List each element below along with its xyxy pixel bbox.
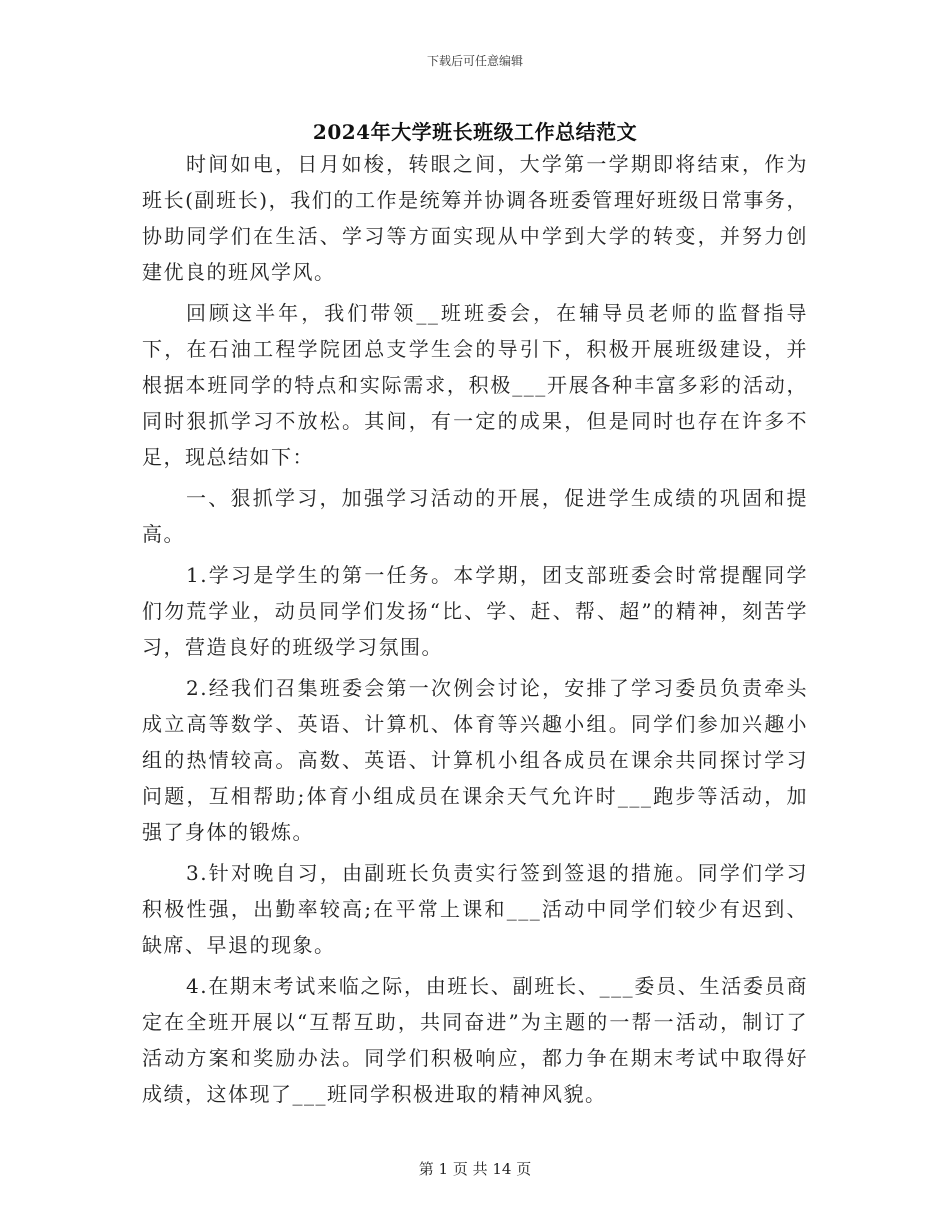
section-heading-study: 一、狠抓学习，加强学习活动的开展，促进学生成绩的巩固和提高。 xyxy=(142,486,808,546)
page-number: 第 1 页 共 14 页 xyxy=(418,1160,532,1178)
paragraph-review: 回顾这半年，我们带领__班班委会，在辅导员老师的监督指导下，在石油工程学院团总支学生会的导引下，积极开展班级建设，并根据本班同学的特点和实际需求，积极___开展各种丰富多彩的活动，同时狠抓学习不放松。其间，有一定的成果，但是同时也存在许多不足，现总结如下： xyxy=(142,301,808,469)
paragraph-item-3: 3.针对晚自习，由副班长负责实行签到签退的措施。同学们学习积极性强，出勤率较高;在平常上课和___活动中同学们较少有迟到、缺席、早退的现象。 xyxy=(142,861,808,957)
document-body xyxy=(142,146,808,1117)
paragraph-item-1: 1.学习是学生的第一任务。本学期，团支部班委会时常提醒同学们勿荒学业，动员同学们发扬“比、学、赶、帮、超”的精神，刻苦学习，营造良好的班级学习氛围。 xyxy=(142,563,808,659)
page-header-note: 下载后可任意编辑 xyxy=(426,54,523,68)
paragraph-item-4: 4.在期末考试来临之际，由班长、副班长、___委员、生活委员商定在全班开展以“互帮互助，共同奋进”为主题的一帮一活动，制订了活动方案和奖励办法。同学们积极响应，都力争在期末考试中取得好成绩，这体现了___班同学积极进取的精神风貌。 xyxy=(142,974,808,1106)
document-title: 2024年大学班长班级工作总结范文 xyxy=(312,120,638,144)
paragraph-item-2: 2.经我们召集班委会第一次例会讨论，安排了学习委员负责牵头成立高等数学、英语、计算机、体育等兴趣小组。同学们参加兴趣小组的热情较高。高数、英语、计算机小组各成员在课余共同探讨学习问题，互相帮助;体育小组成员在课余天气允许时___跑步等活动，加强了身体的锻炼。 xyxy=(142,676,808,844)
paragraph-intro: 时间如电，日月如梭，转眼之间，大学第一学期即将结束，作为班长(副班长)，我们的工作是统筹并协调各班委管理好班级日常事务，协助同学们在生活、学习等方面实现从中学到大学的转变，并努力创建优良的班风学风。 xyxy=(142,152,808,284)
